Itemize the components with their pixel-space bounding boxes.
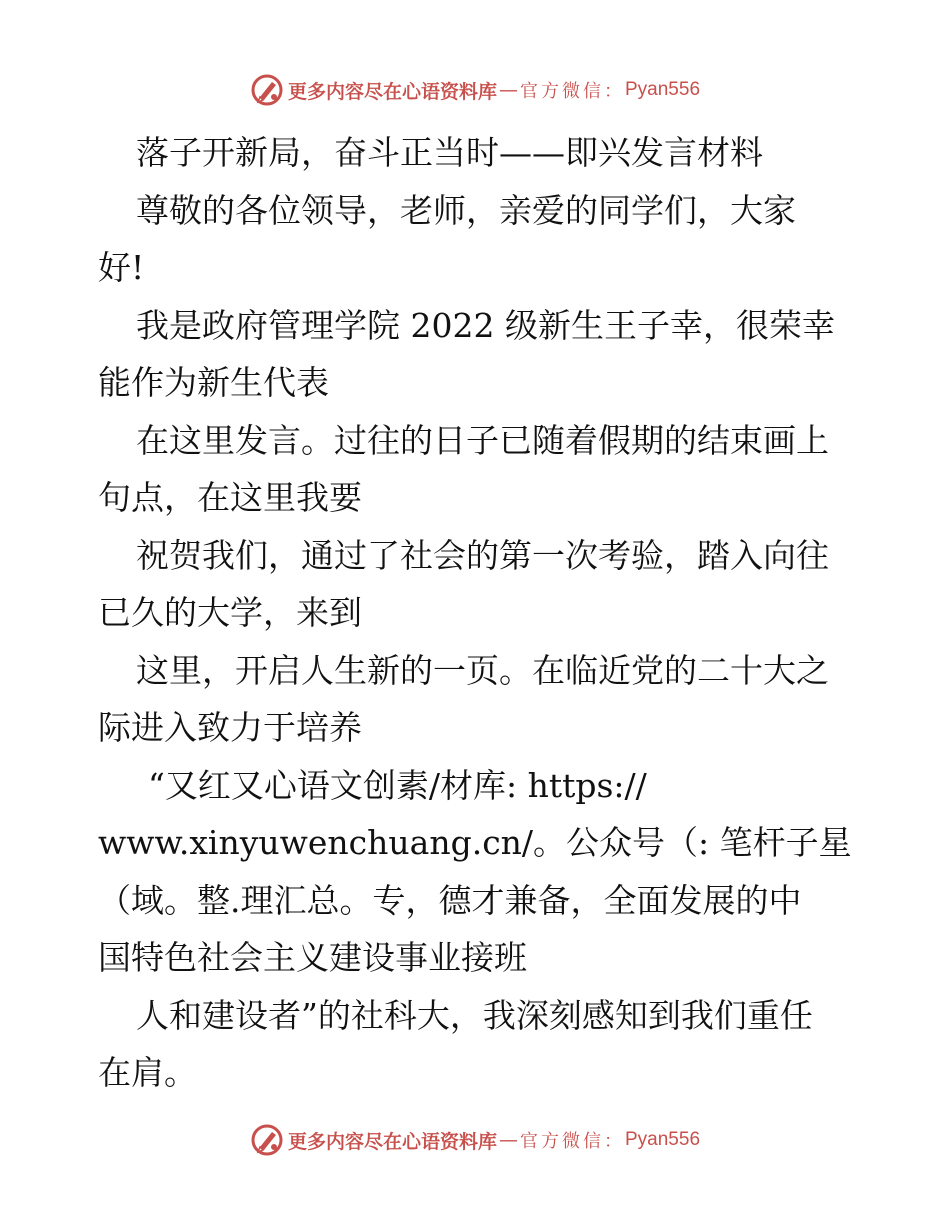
text-line: 在这里发言。过往的日子已随着假期的结束画上	[136, 420, 829, 460]
document-title: 落子开新局，奋斗正当时——即兴发言材料	[136, 133, 763, 172]
text-line: 已久的大学，来到	[98, 593, 362, 632]
text-line: 尊敬的各位领导，老师，亲爱的同学们，大家	[136, 190, 796, 230]
text-line: “又红又心语文创素/材库: https://	[148, 765, 647, 805]
footer-watermark	[0, 1120, 950, 1160]
watermark-wechat-label: 官方微信：	[520, 1131, 625, 1152]
watermark-dash: —	[499, 1129, 518, 1151]
text-line: 我是政府管理学院 2022 级新生王子幸，很荣幸	[136, 305, 835, 345]
watermark-dash: —	[499, 79, 518, 101]
text-line: 际进入致力于培养	[98, 708, 362, 747]
watermark-wechat-label: 官方微信：	[520, 81, 625, 102]
text-line: www.xinyuwenchuang.cn/。公众号（: 笔杆子星	[98, 823, 852, 862]
document-body	[98, 124, 868, 1102]
watermark-wechat-id: Pyan556	[625, 1129, 701, 1150]
pen-logo-icon	[250, 73, 284, 107]
text-line: 祝贺我们，通过了社会的第一次考验，踏入向往	[136, 535, 829, 575]
header-watermark	[0, 70, 950, 110]
text-line: 在肩。	[98, 1053, 197, 1092]
text-line: 国特色社会主义建设事业接班	[98, 938, 527, 977]
text-line: 这里，开启人生新的一页。在临近党的二十大之	[136, 650, 829, 690]
watermark-wechat-id: Pyan556	[625, 79, 701, 100]
text-line: 好!	[98, 248, 145, 287]
pen-logo-icon	[250, 1123, 284, 1157]
watermark-main-text: 更多内容尽在心语资料库	[287, 80, 497, 103]
text-line: 句点，在这里我要	[98, 478, 362, 517]
watermark-main-text: 更多内容尽在心语资料库	[287, 1130, 497, 1153]
text-line: 人和建设者”的社科大，我深刻感知到我们重任	[136, 995, 813, 1035]
text-line: 能作为新生代表	[98, 363, 329, 402]
text-line: （域。整.理汇总。专，德才兼备，全面发展的中	[98, 880, 802, 920]
